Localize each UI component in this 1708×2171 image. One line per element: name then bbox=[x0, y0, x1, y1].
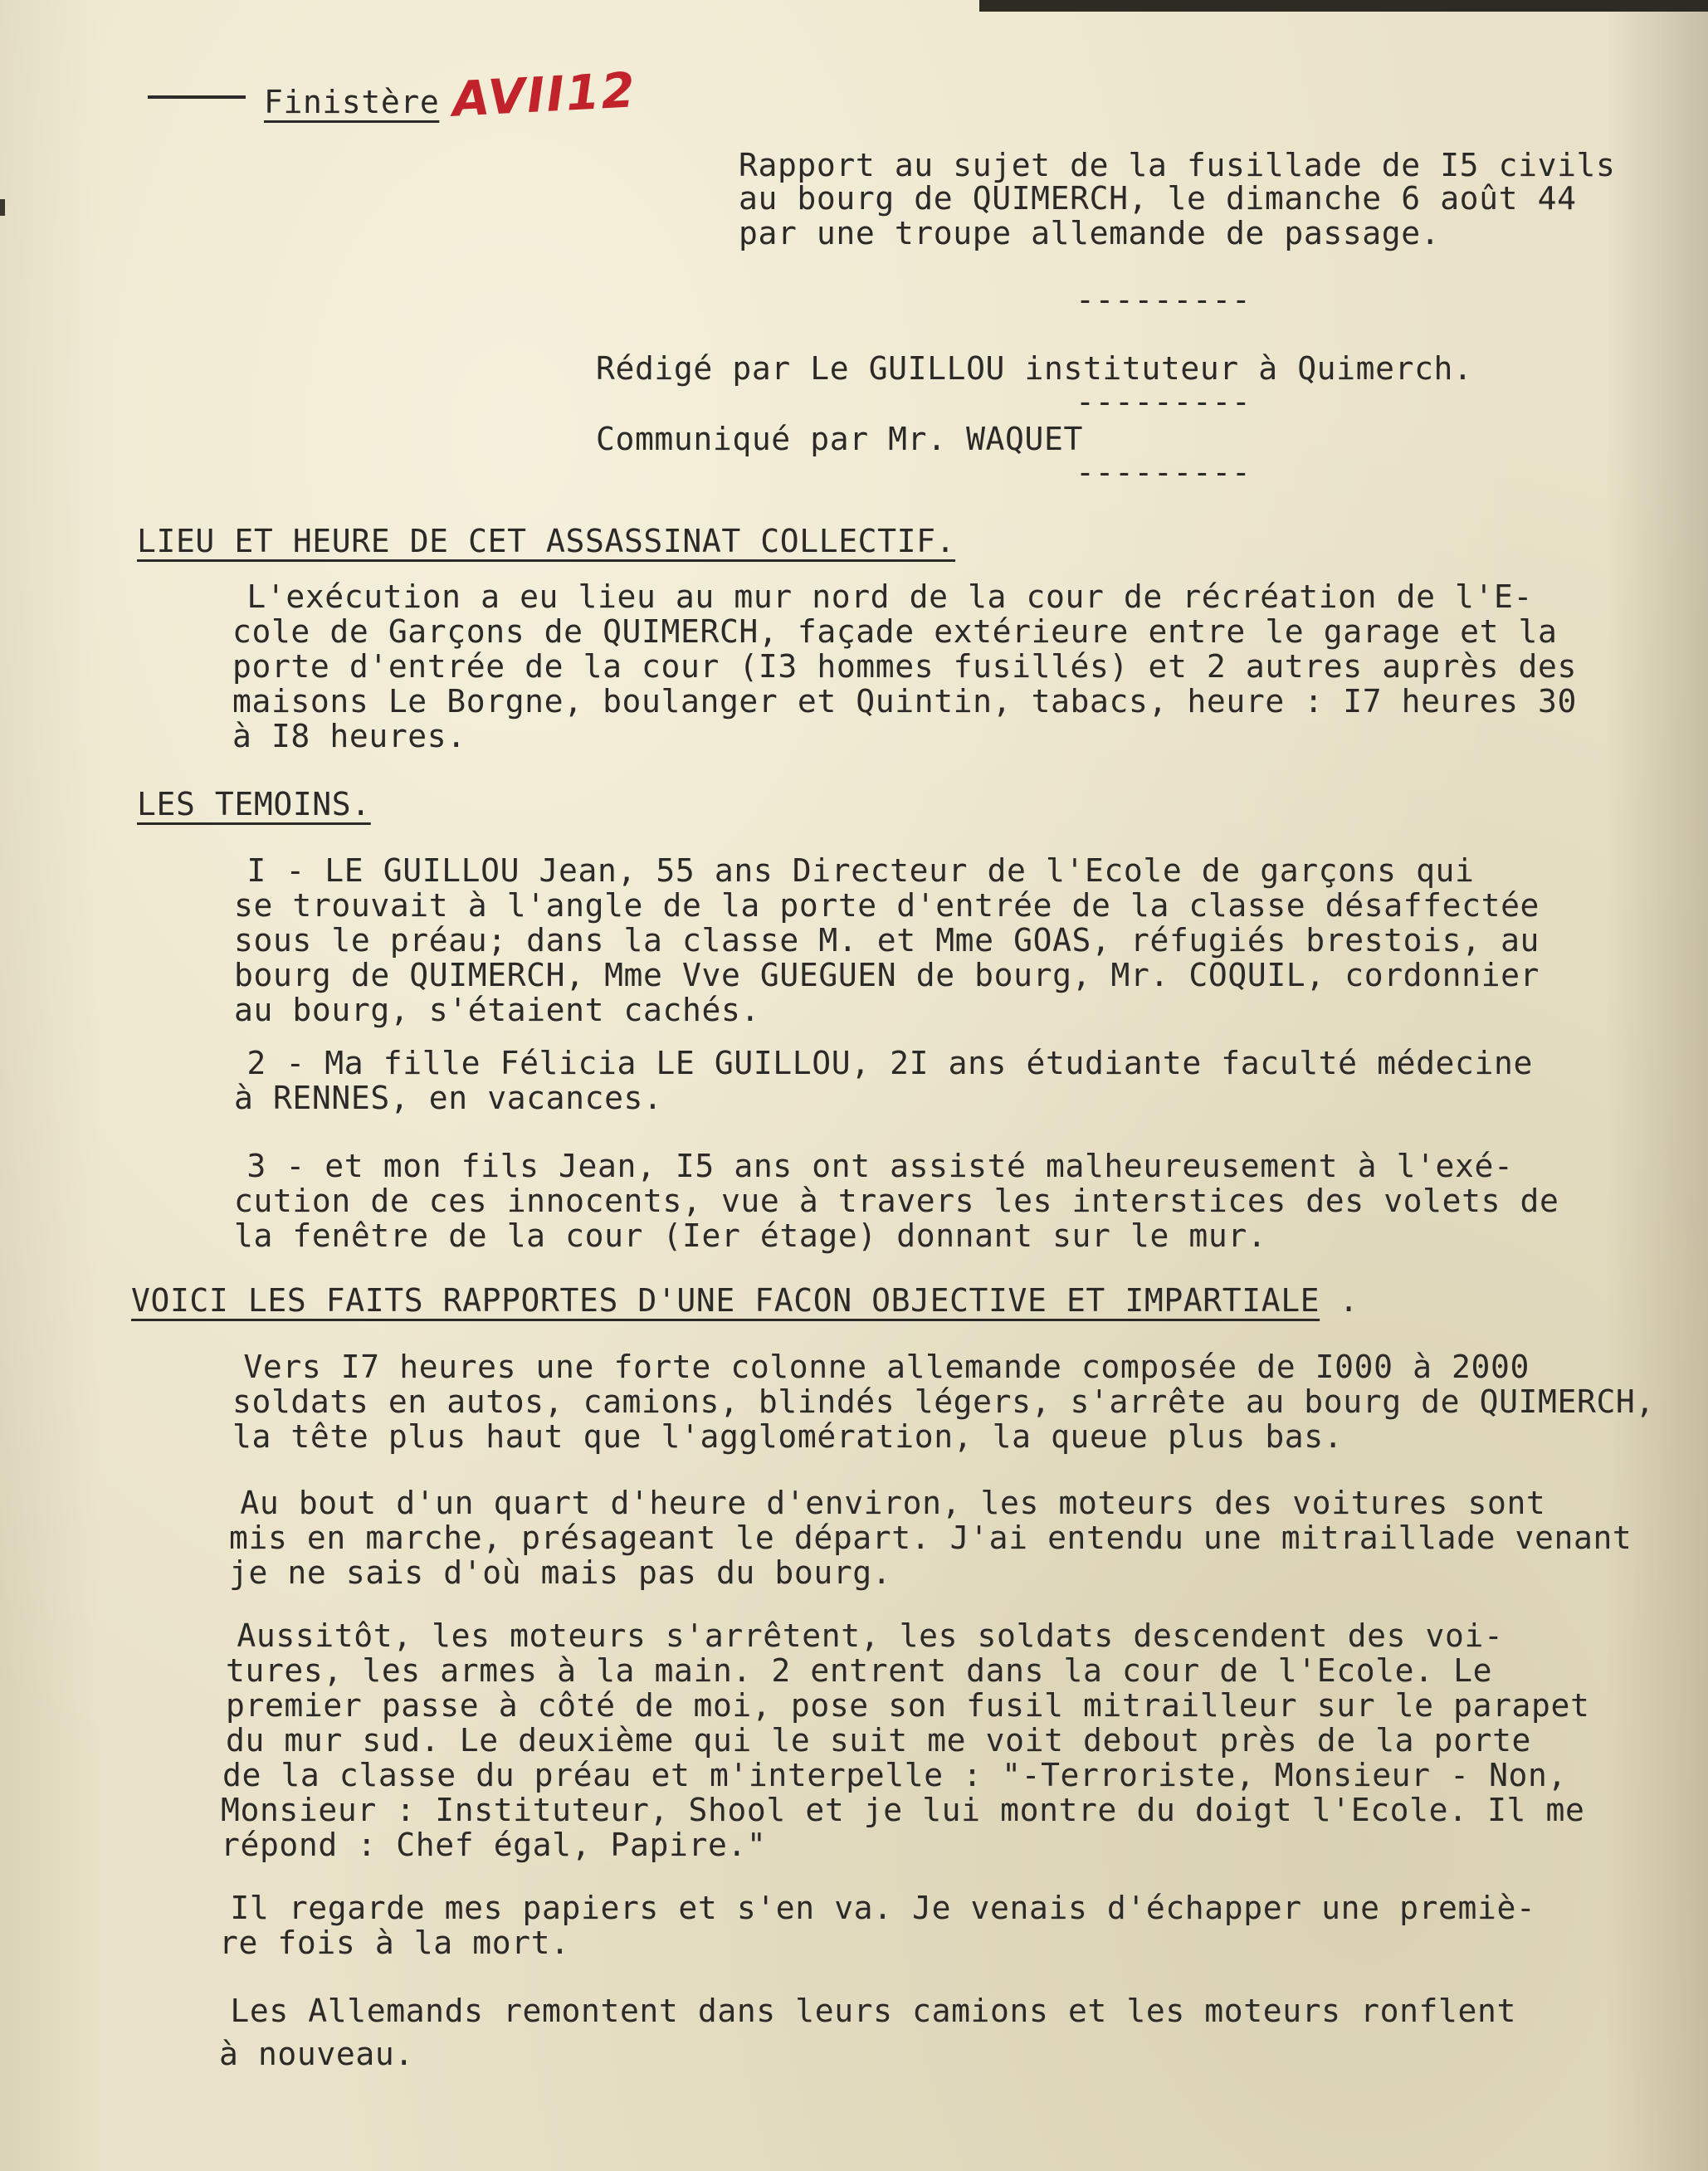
body-line: Les Allemands remontent dans leurs camions et les moteurs ronflent bbox=[133, 1993, 1516, 2029]
communicated-line: Communiqué par Mr. WAQUET bbox=[596, 421, 1083, 457]
body-line: à nouveau. bbox=[219, 2036, 414, 2072]
separator: --------- bbox=[1076, 454, 1252, 490]
body-line: L'exécution a eu lieu au mur nord de la cour de récréation de l'E- bbox=[149, 578, 1533, 615]
body-line: la tête plus haut que l'agglomération, la queue plus bas. bbox=[232, 1418, 1344, 1455]
section-heading-witnesses: LES TEMOINS. bbox=[137, 786, 371, 822]
body-line: re fois à la mort. bbox=[219, 1925, 570, 1961]
body-line: répond : Chef égal, Papire." bbox=[221, 1827, 767, 1863]
body-line: mis en marche, présageant le départ. J'ai entendu une mitraillade venant bbox=[229, 1520, 1632, 1556]
body-line: Monsieur : Instituteur, Shool et je lui montre du doigt l'Ecole. Il me bbox=[221, 1792, 1585, 1828]
body-line: 3 - et mon fils Jean, I5 ans ont assisté malheureusement à l'exé- bbox=[149, 1148, 1514, 1184]
body-line: porte d'entrée de la cour (I3 hommes fusillés) et 2 autres auprès des bbox=[232, 648, 1577, 685]
section-heading-facts bbox=[131, 1282, 1359, 1319]
body-line: I - LE GUILLOU Jean, 55 ans Directeur de l'Ecole de garçons qui bbox=[149, 852, 1475, 889]
header-rule bbox=[148, 95, 246, 99]
body-line: 2 - Ma fille Félicia LE GUILLOU, 2I ans étudiante faculté médecine bbox=[149, 1045, 1533, 1081]
body-line: à I8 heures. bbox=[232, 718, 466, 754]
body-line: soldats en autos, camions, blindés légers, s'arrête au bourg de QUIMERCH, bbox=[232, 1383, 1655, 1420]
body-line: Vers I7 heures une forte colonne allemande composée de I000 à 2000 bbox=[146, 1349, 1530, 1385]
body-line: cole de Garçons de QUIMERCH, façade extérieure entre le garage et la bbox=[232, 613, 1558, 650]
separator: --------- bbox=[1076, 383, 1252, 420]
body-line: premier passe à côté de moi, pose son fusil mitrailleur sur le parapet bbox=[226, 1687, 1590, 1724]
photo-left-mark bbox=[0, 199, 5, 216]
body-line: bourg de QUIMERCH, Mme Vve GUEGUEN de bourg, Mr. COQUIL, cordonnier bbox=[234, 957, 1540, 993]
body-line: sous le préau; dans la classe M. et Mme GOAS, réfugiés brestois, au bbox=[234, 922, 1540, 959]
body-line: de la classe du préau et m'interpelle : "-Terroriste, Monsieur - Non, bbox=[222, 1757, 1567, 1793]
separator: --------- bbox=[1076, 281, 1252, 318]
body-line: Au bout d'un quart d'heure d'environ, les moteurs des voitures sont bbox=[143, 1485, 1546, 1521]
body-line: cution de ces innocents, vue à travers les interstices des volets de bbox=[234, 1183, 1559, 1219]
section-heading-facts-suffix: . bbox=[1320, 1282, 1359, 1319]
title-line: au bourg de QUIMERCH, le dimanche 6 août 44 bbox=[739, 180, 1577, 217]
body-line: maisons Le Borgne, boulanger et Quintin, tabacs, heure : I7 heures 30 bbox=[232, 683, 1577, 720]
title-line: Rapport au sujet de la fusillade de I5 civils bbox=[739, 147, 1616, 183]
archive-stamp: AVII12 bbox=[451, 61, 638, 128]
body-line: tures, les armes à la main. 2 entrent dans la cour de l'Ecole. Le bbox=[226, 1652, 1493, 1689]
body-line: Aussitôt, les moteurs s'arrêtent, les soldats descendent des voi- bbox=[139, 1617, 1504, 1654]
body-line: se trouvait à l'angle de la porte d'entrée de la classe désaffectée bbox=[234, 887, 1540, 924]
body-line: au bourg, s'étaient cachés. bbox=[234, 992, 760, 1028]
body-line: du mur sud. Le deuxième qui le suit me voit debout près de la porte bbox=[226, 1722, 1532, 1759]
photo-dark-edge bbox=[979, 0, 1708, 12]
section-heading-facts-text: VOICI LES FAITS RAPPORTES D'UNE FACON OBJECTIVE ET IMPARTIALE bbox=[131, 1282, 1320, 1319]
section-heading-place: LIEU ET HEURE DE CET ASSASSINAT COLLECTIF. bbox=[137, 523, 956, 559]
title-line: par une troupe allemande de passage. bbox=[739, 215, 1441, 251]
body-line: Il regarde mes papiers et s'en va. Je venais d'échapper une premiè- bbox=[133, 1890, 1536, 1926]
body-line: à RENNES, en vacances. bbox=[234, 1080, 663, 1116]
author-line: Rédigé par Le GUILLOU instituteur à Quimerch. bbox=[596, 350, 1473, 387]
department-label: Finistère bbox=[264, 84, 440, 120]
body-line: la fenêtre de la cour (Ier étage) donnant sur le mur. bbox=[234, 1217, 1267, 1254]
body-line: je ne sais d'où mais pas du bourg. bbox=[229, 1554, 892, 1591]
